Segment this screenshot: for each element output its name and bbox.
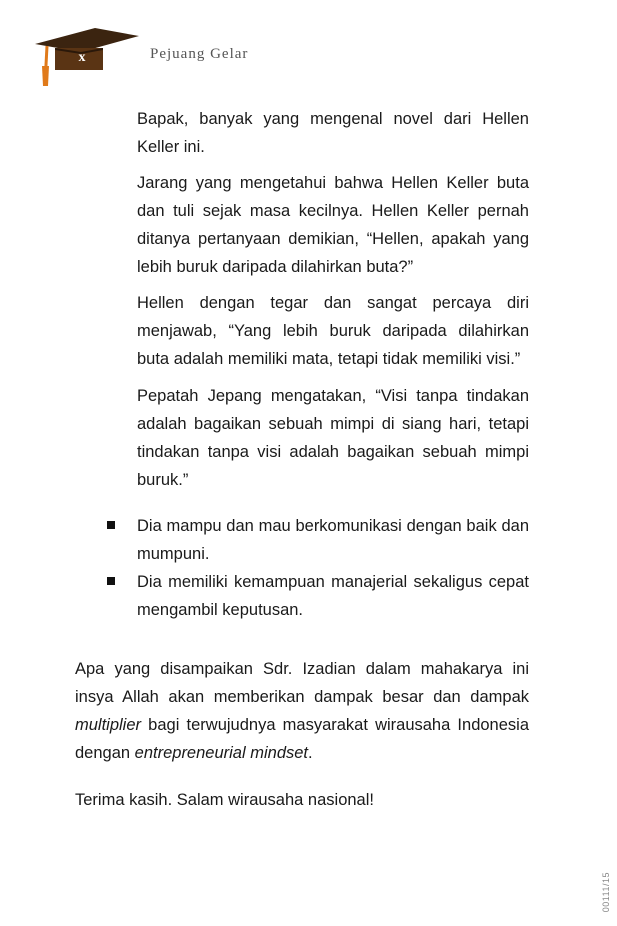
- running-head: Pejuang Gelar: [150, 46, 249, 62]
- paragraph-2: Jarang yang mengetahui bahwa Hellen Keller buta dan tuli sejak masa kecilnya. Hellen Keller pernah ditanya pertanyaan demikian, “Hellen, apakah yang lebih buruk daripada dilahirkan buta?”: [137, 174, 529, 276]
- list-item: Dia memiliki kemampuan manajerial sekaligus cepat mengambil keputusan.: [137, 573, 529, 619]
- closing-paragraph: Apa yang disampaikan Sdr. Izadian dalam mahakarya ini insya Allah akan memberikan dampak besar dan dampak multiplier bagi terwujudnya masyarakat wirausaha Indonesia dengan entrepreneurial mindset.: [75, 660, 529, 762]
- paragraph-4: Pepatah Jepang mengatakan, “Visi tanpa tindakan adalah bagaikan sebuah mimpi di siang hari, tetapi tindakan tanpa visi adalah bagaikan sebuah mimpi buruk.”: [137, 387, 529, 489]
- italic-term: entrepreneurial mindset: [134, 744, 309, 762]
- list-item: Dia mampu dan mau berkomunikasi dengan baik dan mumpuni.: [137, 517, 529, 563]
- side-code: 00111/15: [601, 871, 611, 912]
- bullet-marker: [107, 577, 115, 585]
- paragraph-1: Bapak, banyak yang mengenal novel dari Hellen Keller ini.: [137, 110, 529, 156]
- closing-greeting: Terima kasih. Salam wirausaha nasional!: [75, 791, 374, 809]
- page-number: x: [78, 50, 86, 65]
- page-header: [0, 0, 617, 95]
- paragraph-3: Hellen dengan tegar dan sangat percaya diri menjawab, “Yang lebih buruk daripada dilahirkan buta adalah memiliki mata, tetapi tidak memiliki visi.”: [137, 294, 529, 368]
- italic-term: multiplier: [75, 716, 142, 734]
- bullet-marker: [107, 521, 115, 529]
